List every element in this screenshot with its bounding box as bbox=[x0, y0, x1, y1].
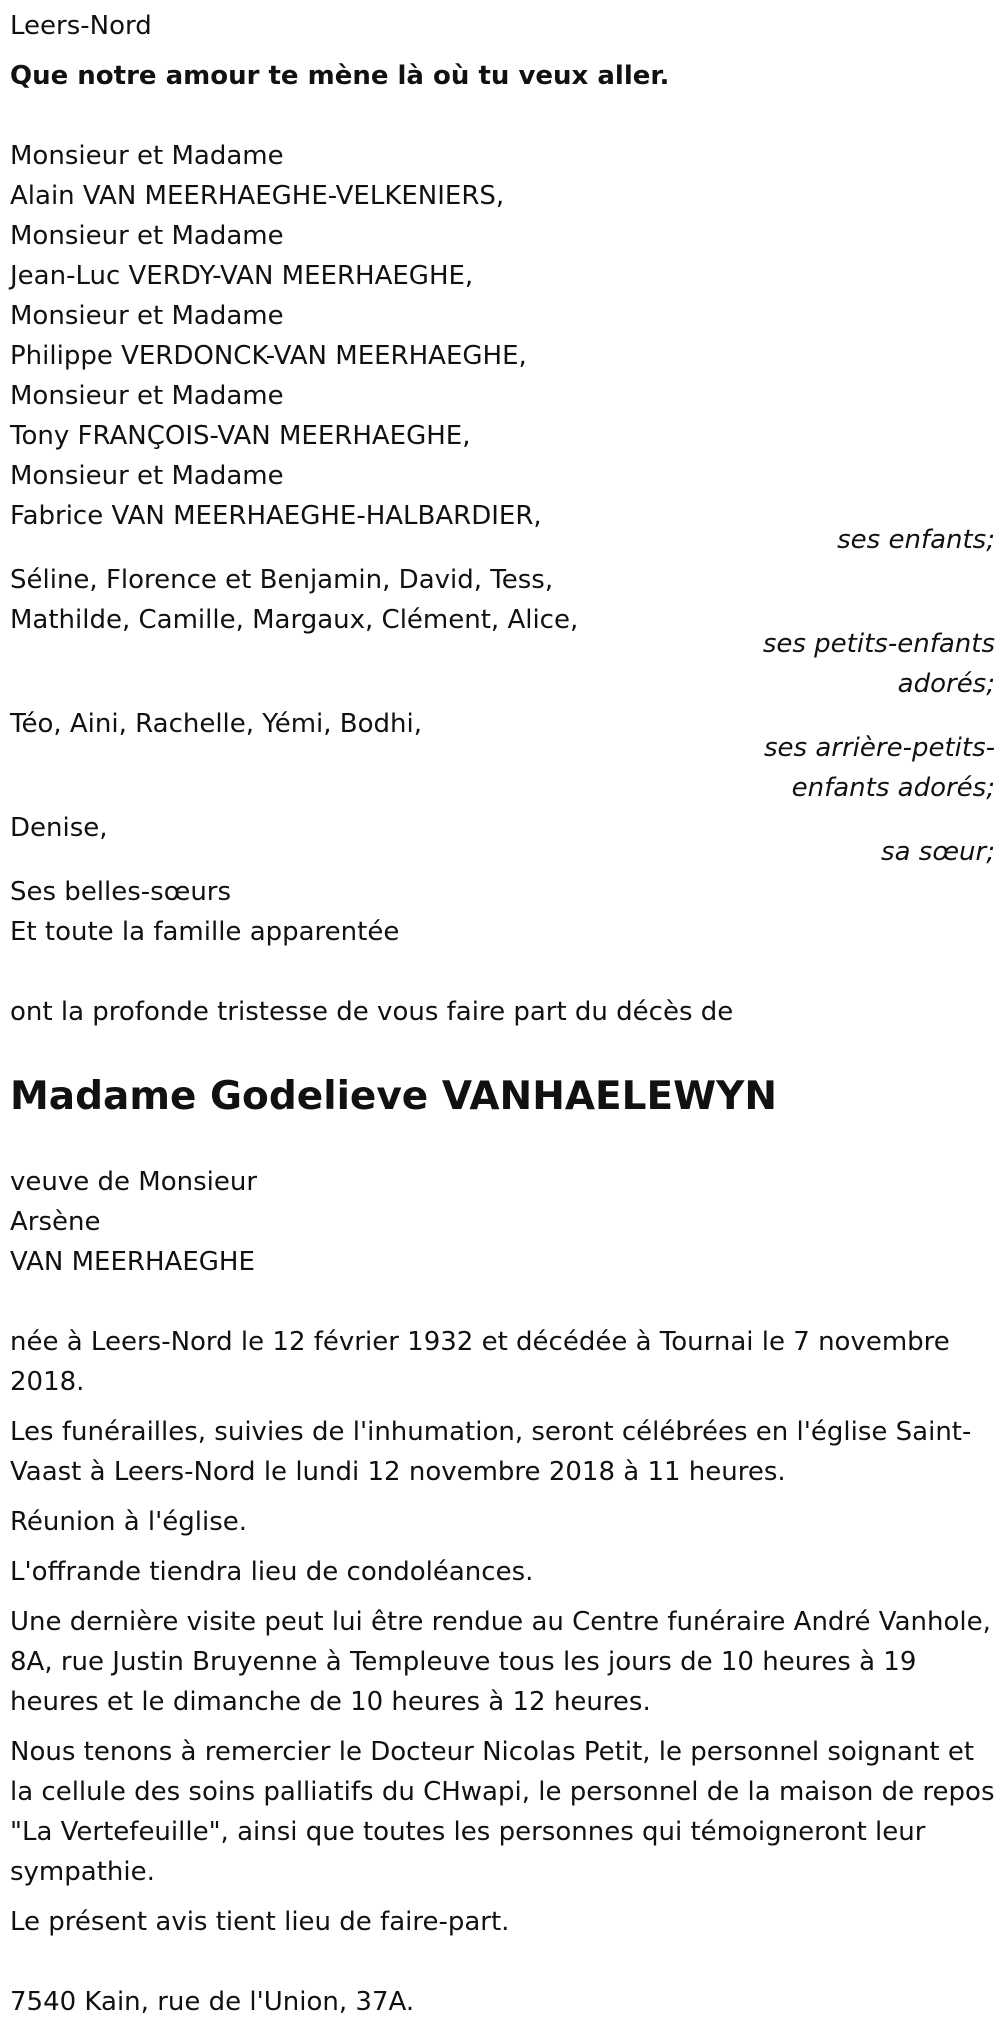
children-line: Monsieur et Madame bbox=[10, 221, 284, 251]
children-line: Monsieur et Madame bbox=[10, 381, 284, 411]
motto: Que notre amour te mène là où tu veux aller. bbox=[10, 61, 670, 91]
announcement: ont la profonde tristesse de vous faire part du décès de bbox=[10, 997, 734, 1027]
great-grandchildren-role: enfants adorés; bbox=[791, 773, 995, 803]
children-line: Monsieur et Madame bbox=[10, 461, 284, 491]
deceased-name: Madame Godelieve VANHAELEWYN bbox=[10, 1074, 778, 1119]
children-line: Philippe VERDONCK-VAN MEERHAEGHE, bbox=[10, 341, 527, 371]
children-line: Tony FRANÇOIS-VAN MEERHAEGHE, bbox=[10, 421, 471, 451]
grandchildren-role: ses petits-enfants bbox=[762, 629, 995, 659]
grandchildren-line: Mathilde, Camille, Margaux, Clément, Alice, bbox=[10, 605, 579, 635]
sister-role: sa sœur; bbox=[881, 837, 995, 867]
children-line: Fabrice VAN MEERHAEGHE-HALBARDIER, bbox=[10, 501, 542, 531]
place-line: Leers-Nord bbox=[10, 11, 152, 41]
children-line: Alain VAN MEERHAEGHE-VELKENIERS, bbox=[10, 181, 505, 211]
great-grandchildren-line: Téo, Aini, Rachelle, Yémi, Bodhi, bbox=[10, 709, 423, 739]
children-line: Jean-Luc VERDY-VAN MEERHAEGHE, bbox=[10, 261, 474, 291]
closing-line: Le présent avis tient lieu de faire-part. bbox=[10, 1907, 510, 1937]
in-laws-line: Ses belles-sœurs bbox=[10, 877, 232, 907]
widow-line: Arsène bbox=[10, 1207, 101, 1237]
great-grandchildren-role: ses arrière-petits- bbox=[764, 733, 995, 763]
offering-info: L'offrande tiendra lieu de condoléances. bbox=[10, 1557, 534, 1587]
grandchildren-line: Séline, Florence et Benjamin, David, Tess, bbox=[10, 565, 554, 595]
thanks-text: Nous tenons à remercier le Docteur Nicolas Petit, le personnel soignant et la cellule des soins palliatifs du CHwapi, le personnel de la maison de repos "La Vertefeuille", ainsi que toutes les personnes qui témoigneront leur sympathie. bbox=[10, 1737, 995, 1887]
widow-line: veuve de Monsieur bbox=[10, 1167, 258, 1197]
children-line: Monsieur et Madame bbox=[10, 141, 284, 171]
children-line: Monsieur et Madame bbox=[10, 301, 284, 331]
funeral-details: Les funérailles, suivies de l'inhumation, seront célébrées en l'église Saint-Vaast à Leers-Nord le lundi 12 novembre 2018 à 11 heures. bbox=[10, 1417, 972, 1487]
birth-death: née à Leers-Nord le 12 février 1932 et décédée à Tournai le 7 novembre 2018. bbox=[10, 1327, 950, 1397]
sister-line: Denise, bbox=[10, 813, 108, 843]
family-line: Et toute la famille apparentée bbox=[10, 917, 400, 947]
grandchildren-role: adorés; bbox=[897, 669, 995, 699]
obituary-notice bbox=[10, 0, 995, 2026]
visit-info: Une dernière visite peut lui être rendue au Centre funéraire André Vanhole, 8A, rue Justin Bruyenne à Templeuve tous les jours de 10 heures à 19 heures et le dimanche de 10 heures à 12 heures. bbox=[10, 1607, 991, 1717]
address-line: 7540 Kain, rue de l'Union, 37A. bbox=[10, 1987, 415, 2017]
meeting-info: Réunion à l'église. bbox=[10, 1507, 248, 1537]
widow-line: VAN MEERHAEGHE bbox=[10, 1247, 255, 1277]
children-role: ses enfants; bbox=[837, 525, 995, 555]
